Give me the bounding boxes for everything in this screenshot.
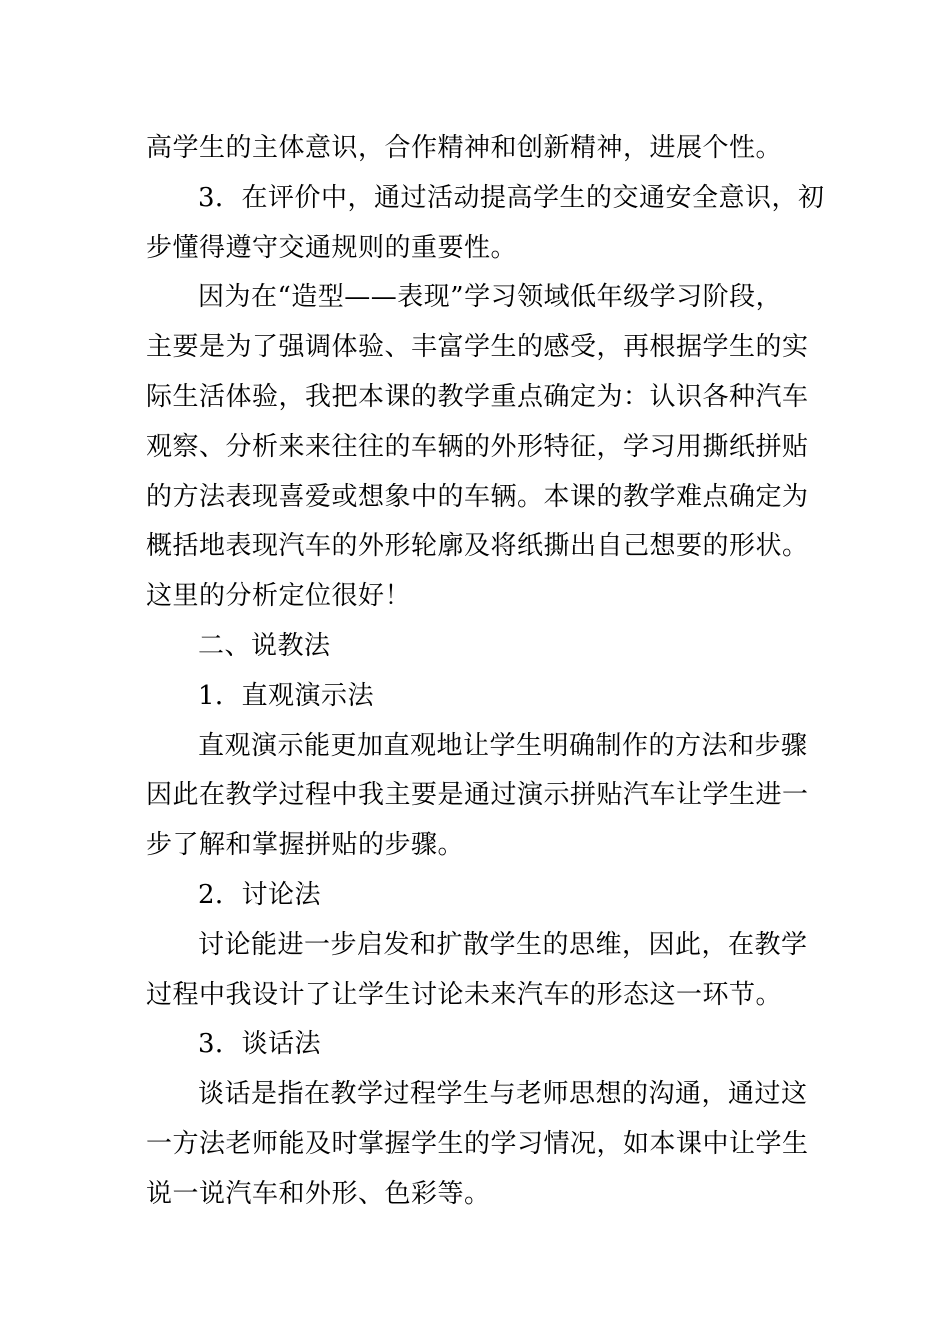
- text-line: 一方法老师能及时掌握学生的学习情况，如本课中让学生: [146, 1128, 809, 1159]
- text-line: 讨论能进一步启发和扩散学生的思维，因此，在教学: [198, 929, 808, 960]
- text-line: 过程中我设计了让学生讨论未来汽车的形态这一环节。: [146, 979, 783, 1010]
- text-line: 的方法表现喜爱或想象中的车辆。本课的教学难点确定为: [146, 481, 809, 512]
- text-line: 这里的分析定位很好！: [146, 581, 412, 612]
- text-line: 际生活体验，我把本课的教学重点确定为：认识各种汽车: [146, 381, 809, 412]
- text-line: 观察、分析来来往往的车辆的外形特征，学习用撕纸拼贴: [146, 431, 809, 462]
- text-line: 高学生的主体意识，合作精神和创新精神，进展个性。: [146, 133, 783, 163]
- subsection-heading: 3．谈话法: [198, 1029, 322, 1060]
- section-heading: 二、说教法: [198, 630, 331, 661]
- text-line: 谈话是指在教学过程学生与老师思想的沟通，通过这: [198, 1079, 808, 1110]
- document-body: [146, 124, 825, 1220]
- subsection-heading: 2．讨论法: [198, 879, 322, 910]
- text-line: 因此在教学过程中我主要是通过演示拼贴汽车让学生进一: [146, 780, 809, 811]
- text-line: 直观演示能更加直观地让学生明确制作的方法和步骤: [198, 730, 808, 761]
- text-line: 说一说汽车和外形、色彩等。: [146, 1178, 491, 1209]
- text-line: 步了解和掌握拼贴的步骤。: [146, 830, 465, 861]
- subsection-heading: 1．直观演示法: [198, 680, 375, 711]
- text-line: 步懂得遵守交通规则的重要性。: [146, 232, 518, 263]
- text-line: 概括地表现汽车的外形轮廓及将纸撕出自己想要的形状。: [146, 531, 809, 562]
- text-line: 3．在评价中，通过活动提高学生的交通安全意识，初: [198, 182, 825, 213]
- text-line: 主要是为了强调体验、丰富学生的感受，再根据学生的实: [146, 332, 809, 363]
- text-line: 因为在“造型——表现”学习领域低年级学习阶段，: [198, 282, 783, 313]
